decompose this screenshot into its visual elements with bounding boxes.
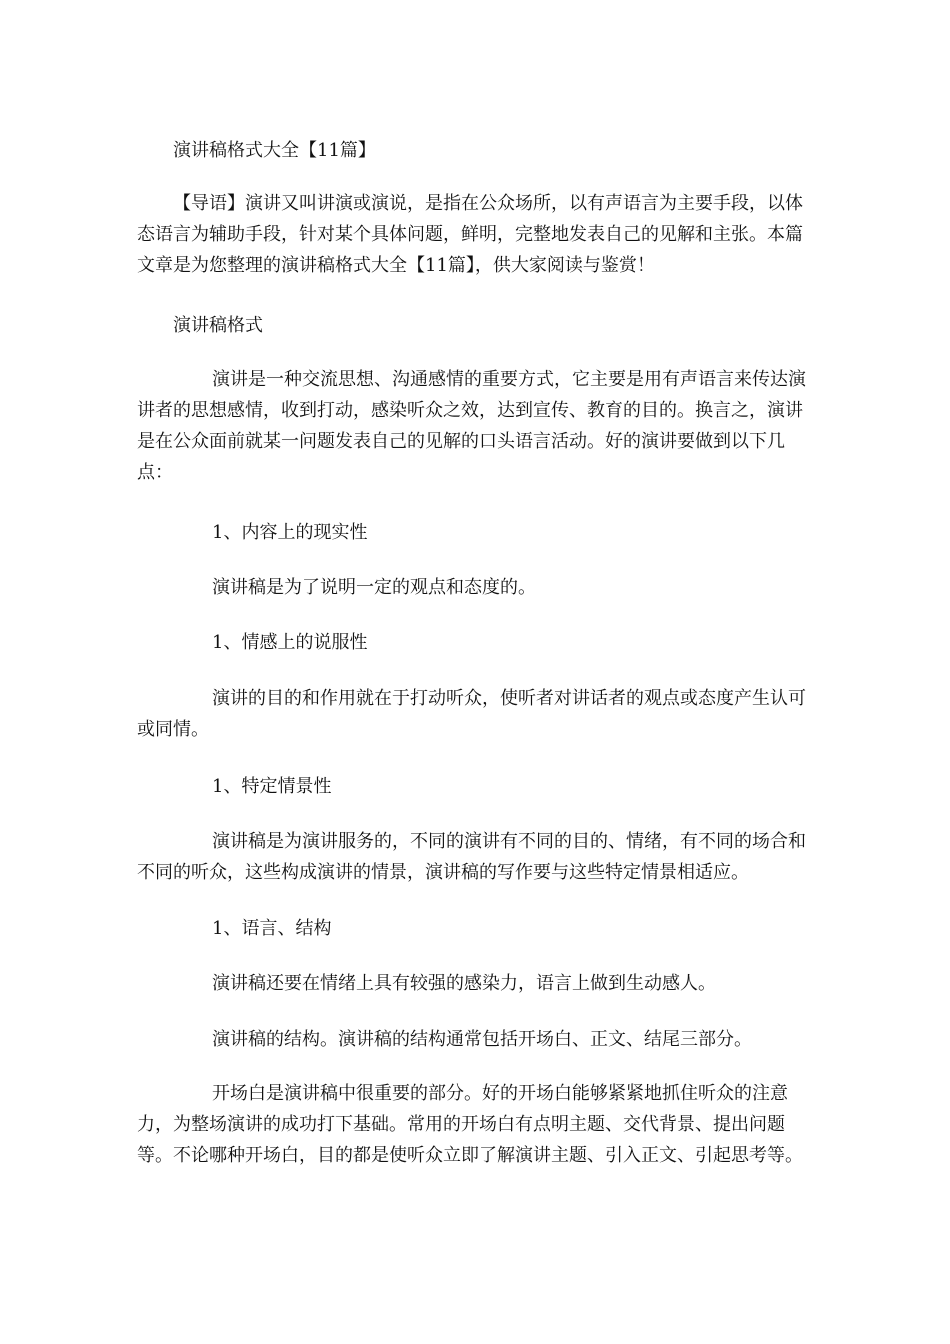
body-paragraph: 演讲是一种交流思想、沟通感情的重要方式，它主要是用有声语言来传达演讲者的思想感情，收到打动，感染听众之效，达到宣传、教育的目的。换言之，演讲是在公众面前就某一问题发表自己的见解的口头语言活动。好的演讲要做到以下几点： — [137, 369, 806, 483]
list-heading: 1、语言、结构 — [212, 918, 332, 939]
body-paragraph: 演讲稿是为了说明一定的观点和态度的。 — [212, 577, 536, 598]
list-heading: 1、情感上的说服性 — [212, 632, 368, 653]
list-heading: 1、特定情景性 — [212, 776, 332, 797]
section-title: 演讲稿格式 — [173, 315, 263, 336]
body-paragraph: 开场白是演讲稿中很重要的部分。好的开场白能够紧紧地抓住听众的注意力，为整场演讲的成功打下基础。常用的开场白有点明主题、交代背景、提出问题等。不论哪种开场白，目的都是使听众立即了解演讲主题、引入正文、引起思考等。 — [137, 1083, 803, 1166]
list-heading: 1、内容上的现实性 — [212, 522, 368, 543]
body-paragraph: 演讲稿是为演讲服务的，不同的演讲有不同的目的、情绪，有不同的场合和不同的听众，这些构成演讲的情景，演讲稿的写作要与这些特定情景相适应。 — [137, 831, 806, 883]
body-paragraph: 演讲稿还要在情绪上具有较强的感染力，语言上做到生动感人。 — [212, 973, 716, 994]
body-paragraph: 演讲稿的结构。演讲稿的结构通常包括开场白、正文、结尾三部分。 — [212, 1029, 752, 1050]
document-title: 演讲稿格式大全【11篇】 — [173, 140, 376, 161]
intro-paragraph: 【导语】演讲又叫讲演或演说，是指在公众场所，以有声语言为主要手段，以体态语言为辅助手段，针对某个具体问题，鲜明，完整地发表自己的见解和主张。本篇文章是为您整理的演讲稿格式大全【11篇】，供大家阅读与鉴赏！ — [137, 193, 803, 276]
body-paragraph: 演讲的目的和作用就在于打动听众，使听者对讲话者的观点或态度产生认可或同情。 — [137, 688, 806, 740]
